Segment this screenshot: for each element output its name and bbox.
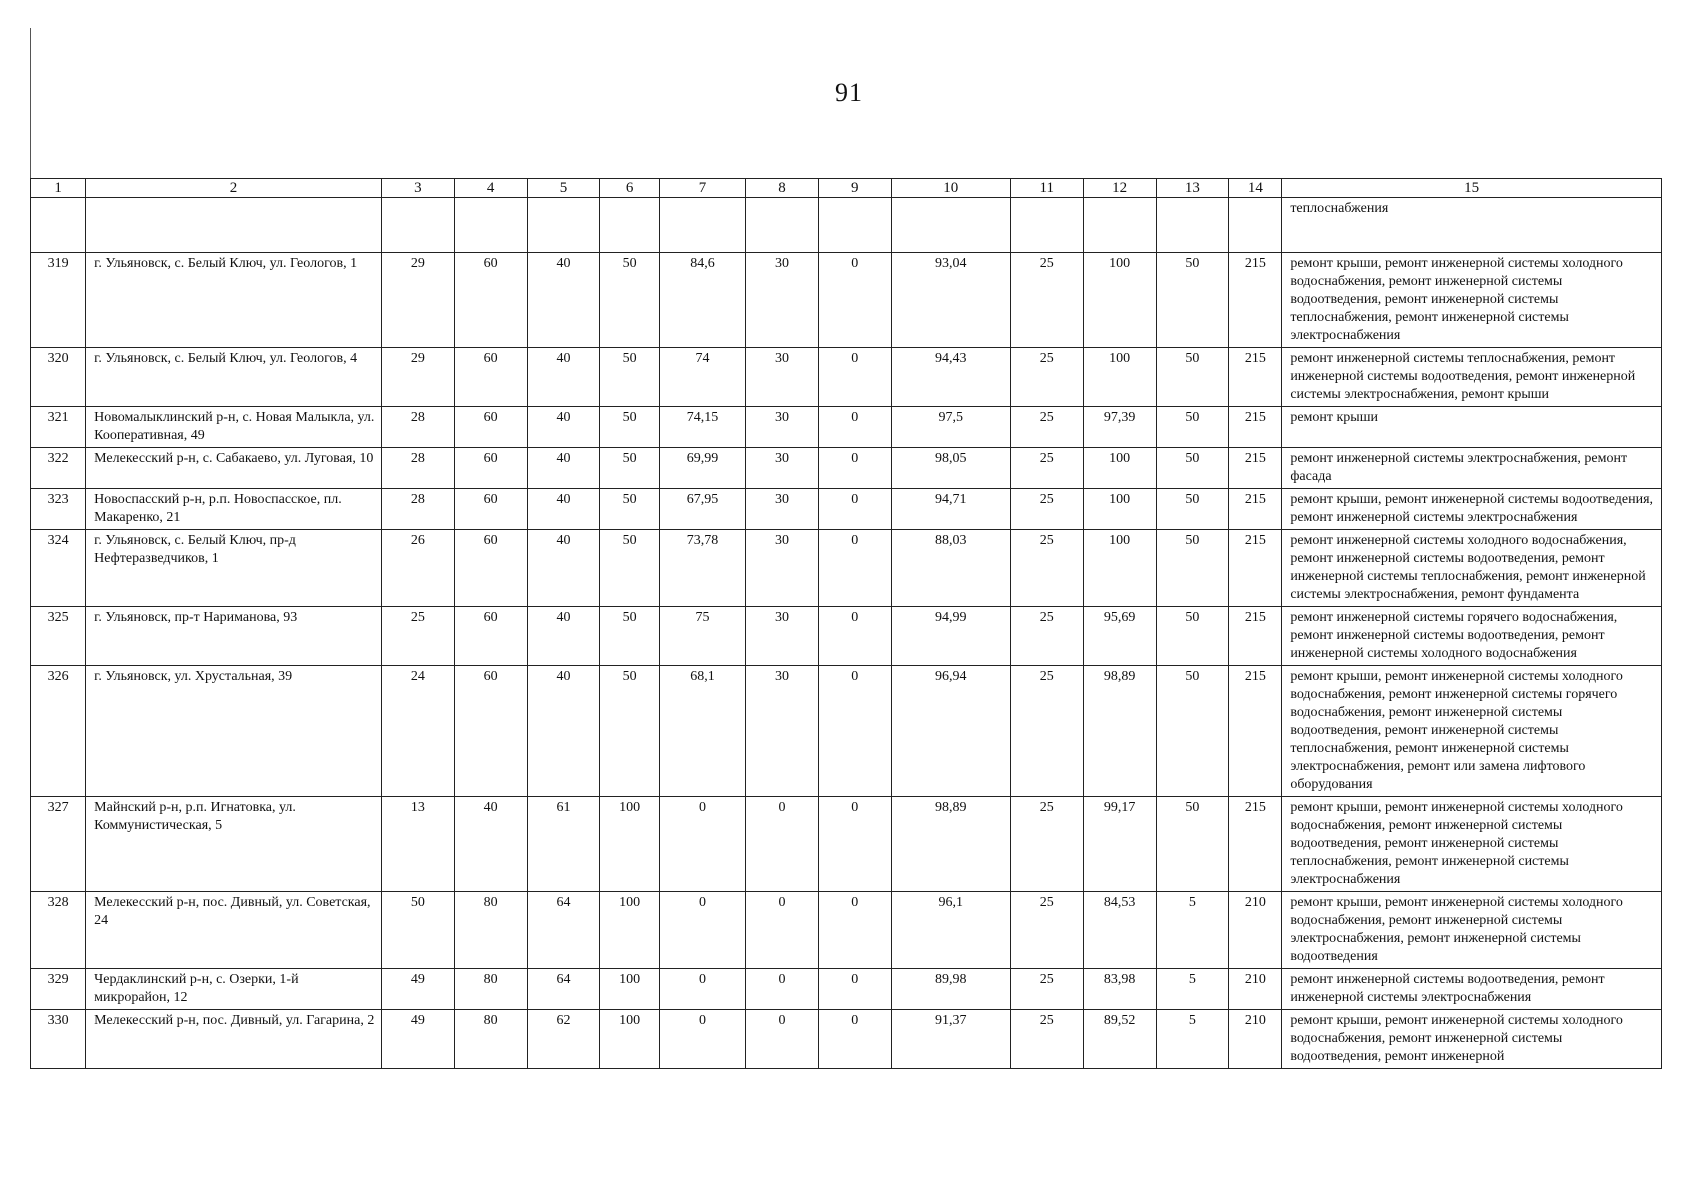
column-header: 6 — [600, 179, 660, 198]
row-number: 320 — [31, 348, 86, 407]
col8-cell: 30 — [746, 253, 819, 348]
col12-cell: 95,69 — [1083, 607, 1156, 666]
table-row — [31, 607, 1662, 666]
col10-cell: 94,99 — [891, 607, 1010, 666]
col10-cell: 94,43 — [891, 348, 1010, 407]
col14-cell: 215 — [1229, 797, 1282, 892]
row-number: 319 — [31, 253, 86, 348]
row-number: 325 — [31, 607, 86, 666]
col10-cell: 88,03 — [891, 530, 1010, 607]
col13-cell: 50 — [1156, 348, 1229, 407]
address-cell: Майнский р-н, р.п. Игнатовка, ул. Коммунистическая, 5 — [86, 797, 382, 892]
table-row — [31, 448, 1662, 489]
column-header: 7 — [659, 179, 745, 198]
col5-cell: 64 — [527, 969, 600, 1010]
column-header: 8 — [746, 179, 819, 198]
col11-cell: 25 — [1010, 348, 1083, 407]
col8-cell: 30 — [746, 448, 819, 489]
col9-cell: 0 — [818, 253, 891, 348]
col5-cell: 40 — [527, 448, 600, 489]
col9-cell: 0 — [818, 666, 891, 797]
col10-cell: 96,94 — [891, 666, 1010, 797]
table-row — [31, 530, 1662, 607]
address-cell: г. Ульяновск, с. Белый Ключ, ул. Геологов, 4 — [86, 348, 382, 407]
col5-cell: 40 — [527, 489, 600, 530]
col7-cell: 0 — [659, 1010, 745, 1069]
col6-cell: 50 — [600, 348, 660, 407]
col5-cell: 40 — [527, 407, 600, 448]
col12-cell: 99,17 — [1083, 797, 1156, 892]
col7-cell: 68,1 — [659, 666, 745, 797]
col6-cell: 100 — [600, 1010, 660, 1069]
col8-cell: 0 — [746, 969, 819, 1010]
col12-cell: 84,53 — [1083, 892, 1156, 969]
row-number: 322 — [31, 448, 86, 489]
col7-cell: 0 — [659, 892, 745, 969]
column-header: 10 — [891, 179, 1010, 198]
col4-cell: 60 — [454, 407, 527, 448]
col7-cell: 74,15 — [659, 407, 745, 448]
col11-cell: 25 — [1010, 448, 1083, 489]
col6-cell: 50 — [600, 448, 660, 489]
address-cell: Мелекесский р-н, пос. Дивный, ул. Гагарина, 2 — [86, 1010, 382, 1069]
col10-cell: 98,89 — [891, 797, 1010, 892]
col6-cell: 100 — [600, 797, 660, 892]
col14-cell: 215 — [1229, 666, 1282, 797]
col8-cell: 0 — [746, 1010, 819, 1069]
table-row — [31, 407, 1662, 448]
col9-cell: 0 — [818, 348, 891, 407]
col5-cell: 40 — [527, 530, 600, 607]
col14-cell: 210 — [1229, 969, 1282, 1010]
col13-cell: 50 — [1156, 797, 1229, 892]
col13-cell: 5 — [1156, 1010, 1229, 1069]
works-cell: ремонт крыши, ремонт инженерной системы холодного водоснабжения, ремонт инженерной системы водоотведения, ремонт инженерной системы теплоснабжения, ремонт инженерной системы электроснабжения — [1282, 797, 1662, 892]
col6-cell: 50 — [600, 253, 660, 348]
col11-cell: 25 — [1010, 892, 1083, 969]
col4-cell: 60 — [454, 348, 527, 407]
continuation-row — [31, 198, 1662, 253]
col8-cell: 30 — [746, 530, 819, 607]
col6-cell: 50 — [600, 666, 660, 797]
col5-cell: 62 — [527, 1010, 600, 1069]
address-cell: г. Ульяновск, с. Белый Ключ, пр-д Нефтеразведчиков, 1 — [86, 530, 382, 607]
col14-cell: 215 — [1229, 489, 1282, 530]
row-number: 327 — [31, 797, 86, 892]
row-number: 326 — [31, 666, 86, 797]
address-cell: Мелекесский р-н, с. Сабакаево, ул. Луговая, 10 — [86, 448, 382, 489]
address-cell: Чердаклинский р-н, с. Озерки, 1-й микрорайон, 12 — [86, 969, 382, 1010]
row-number: 323 — [31, 489, 86, 530]
col5-cell: 61 — [527, 797, 600, 892]
col13-cell: 5 — [1156, 969, 1229, 1010]
col13-cell: 50 — [1156, 666, 1229, 797]
works-cell: ремонт крыши, ремонт инженерной системы холодного водоснабжения, ремонт инженерной системы водоотведения, ремонт инженерной — [1282, 1010, 1662, 1069]
table-row — [31, 489, 1662, 530]
col14-cell: 215 — [1229, 607, 1282, 666]
col8-cell: 30 — [746, 489, 819, 530]
row-number: 328 — [31, 892, 86, 969]
table-row — [31, 797, 1662, 892]
col13-cell: 50 — [1156, 530, 1229, 607]
col10-cell: 94,71 — [891, 489, 1010, 530]
col9-cell: 0 — [818, 1010, 891, 1069]
continuation-text: теплоснабжения — [1282, 198, 1662, 253]
col4-cell: 80 — [454, 892, 527, 969]
col3-cell: 29 — [381, 253, 454, 348]
address-cell: Мелекесский р-н, пос. Дивный, ул. Советская, 24 — [86, 892, 382, 969]
address-cell: Новомалыклинский р-н, с. Новая Малыкла, ул. Кооперативная, 49 — [86, 407, 382, 448]
col13-cell: 50 — [1156, 489, 1229, 530]
table-row — [31, 969, 1662, 1010]
col9-cell: 0 — [818, 448, 891, 489]
col4-cell: 60 — [454, 253, 527, 348]
col10-cell: 89,98 — [891, 969, 1010, 1010]
col3-cell: 50 — [381, 892, 454, 969]
col9-cell: 0 — [818, 489, 891, 530]
column-header: 13 — [1156, 179, 1229, 198]
header-row — [31, 179, 1662, 198]
col3-cell: 25 — [381, 607, 454, 666]
col11-cell: 25 — [1010, 666, 1083, 797]
column-header: 2 — [86, 179, 382, 198]
col3-cell: 28 — [381, 489, 454, 530]
col3-cell: 49 — [381, 969, 454, 1010]
col8-cell: 0 — [746, 797, 819, 892]
col6-cell: 50 — [600, 530, 660, 607]
row-number: 330 — [31, 1010, 86, 1069]
col3-cell: 28 — [381, 448, 454, 489]
repair-table — [30, 178, 1662, 1069]
works-cell: ремонт инженерной системы теплоснабжения, ремонт инженерной системы водоотведения, ремонт инженерной системы электроснабжения, ремонт крыши — [1282, 348, 1662, 407]
table-row — [31, 253, 1662, 348]
col7-cell: 74 — [659, 348, 745, 407]
address-cell: Новоспасский р-н, р.п. Новоспасское, пл. Макаренко, 21 — [86, 489, 382, 530]
col13-cell: 5 — [1156, 892, 1229, 969]
column-header: 12 — [1083, 179, 1156, 198]
column-header: 1 — [31, 179, 86, 198]
col7-cell: 84,6 — [659, 253, 745, 348]
col8-cell: 30 — [746, 348, 819, 407]
col8-cell: 0 — [746, 892, 819, 969]
col14-cell: 215 — [1229, 448, 1282, 489]
col9-cell: 0 — [818, 969, 891, 1010]
col13-cell: 50 — [1156, 253, 1229, 348]
col11-cell: 25 — [1010, 797, 1083, 892]
table-row — [31, 666, 1662, 797]
works-cell: ремонт инженерной системы водоотведения, ремонт инженерной системы электроснабжения — [1282, 969, 1662, 1010]
works-cell: ремонт инженерной системы горячего водоснабжения, ремонт инженерной системы водоотведения, ремонт инженерной системы холодного водоснабжения — [1282, 607, 1662, 666]
col5-cell: 40 — [527, 607, 600, 666]
col6-cell: 50 — [600, 407, 660, 448]
col5-cell: 40 — [527, 253, 600, 348]
row-number: 324 — [31, 530, 86, 607]
column-header: 4 — [454, 179, 527, 198]
col10-cell: 98,05 — [891, 448, 1010, 489]
col3-cell: 24 — [381, 666, 454, 797]
col10-cell: 96,1 — [891, 892, 1010, 969]
row-number: 321 — [31, 407, 86, 448]
col9-cell: 0 — [818, 530, 891, 607]
col7-cell: 0 — [659, 797, 745, 892]
col4-cell: 60 — [454, 666, 527, 797]
col11-cell: 25 — [1010, 407, 1083, 448]
col4-cell: 40 — [454, 797, 527, 892]
col4-cell: 80 — [454, 969, 527, 1010]
col3-cell: 28 — [381, 407, 454, 448]
col11-cell: 25 — [1010, 969, 1083, 1010]
works-cell: ремонт крыши, ремонт инженерной системы водоотведения, ремонт инженерной системы электроснабжения — [1282, 489, 1662, 530]
col11-cell: 25 — [1010, 489, 1083, 530]
col5-cell: 64 — [527, 892, 600, 969]
col13-cell: 50 — [1156, 448, 1229, 489]
col14-cell: 215 — [1229, 407, 1282, 448]
col12-cell: 83,98 — [1083, 969, 1156, 1010]
col4-cell: 60 — [454, 607, 527, 666]
col3-cell: 49 — [381, 1010, 454, 1069]
col4-cell: 80 — [454, 1010, 527, 1069]
col10-cell: 97,5 — [891, 407, 1010, 448]
address-cell: г. Ульяновск, ул. Хрустальная, 39 — [86, 666, 382, 797]
works-cell: ремонт инженерной системы электроснабжения, ремонт фасада — [1282, 448, 1662, 489]
col3-cell: 13 — [381, 797, 454, 892]
address-cell: г. Ульяновск, с. Белый Ключ, ул. Геологов, 1 — [86, 253, 382, 348]
col7-cell: 0 — [659, 969, 745, 1010]
row-number: 329 — [31, 969, 86, 1010]
col5-cell: 40 — [527, 666, 600, 797]
column-header: 5 — [527, 179, 600, 198]
col8-cell: 30 — [746, 407, 819, 448]
works-cell: ремонт крыши, ремонт инженерной системы холодного водоснабжения, ремонт инженерной системы водоотведения, ремонт инженерной системы теплоснабжения, ремонт инженерной системы электроснабжения — [1282, 253, 1662, 348]
works-cell: ремонт крыши — [1282, 407, 1662, 448]
table-row — [31, 892, 1662, 969]
repair-table-container — [30, 178, 1662, 1069]
address-cell: г. Ульяновск, пр-т Нариманова, 93 — [86, 607, 382, 666]
col12-cell: 100 — [1083, 530, 1156, 607]
column-header: 15 — [1282, 179, 1662, 198]
col12-cell: 98,89 — [1083, 666, 1156, 797]
col3-cell: 29 — [381, 348, 454, 407]
col9-cell: 0 — [818, 892, 891, 969]
col12-cell: 89,52 — [1083, 1010, 1156, 1069]
col7-cell: 73,78 — [659, 530, 745, 607]
col14-cell: 215 — [1229, 530, 1282, 607]
col12-cell: 100 — [1083, 448, 1156, 489]
col6-cell: 50 — [600, 489, 660, 530]
col5-cell: 40 — [527, 348, 600, 407]
page-number: 91 — [835, 78, 863, 107]
col4-cell: 60 — [454, 448, 527, 489]
col7-cell: 69,99 — [659, 448, 745, 489]
col12-cell: 100 — [1083, 253, 1156, 348]
table-row — [31, 1010, 1662, 1069]
col13-cell: 50 — [1156, 607, 1229, 666]
col11-cell: 25 — [1010, 530, 1083, 607]
col11-cell: 25 — [1010, 607, 1083, 666]
col6-cell: 100 — [600, 892, 660, 969]
col12-cell: 100 — [1083, 348, 1156, 407]
col11-cell: 25 — [1010, 253, 1083, 348]
column-header: 14 — [1229, 179, 1282, 198]
col14-cell: 215 — [1229, 348, 1282, 407]
col10-cell: 93,04 — [891, 253, 1010, 348]
works-cell: ремонт крыши, ремонт инженерной системы холодного водоснабжения, ремонт инженерной системы горячего водоснабжения, ремонт инженерной системы водоотведения, ремонт инженерной системы теплоснабжения, ремонт инженерной системы электроснабжения, ремонт или замена лифтового оборудования — [1282, 666, 1662, 797]
works-cell: ремонт инженерной системы холодного водоснабжения, ремонт инженерной системы водоотведения, ремонт инженерной системы теплоснабжения, ремонт инженерной системы электроснабжения, ремонт фундамента — [1282, 530, 1662, 607]
col7-cell: 67,95 — [659, 489, 745, 530]
col12-cell: 100 — [1083, 489, 1156, 530]
col14-cell: 215 — [1229, 253, 1282, 348]
col11-cell: 25 — [1010, 1010, 1083, 1069]
column-header: 11 — [1010, 179, 1083, 198]
col6-cell: 100 — [600, 969, 660, 1010]
col7-cell: 75 — [659, 607, 745, 666]
column-header: 9 — [818, 179, 891, 198]
col9-cell: 0 — [818, 607, 891, 666]
col8-cell: 30 — [746, 607, 819, 666]
col6-cell: 50 — [600, 607, 660, 666]
col9-cell: 0 — [818, 797, 891, 892]
col3-cell: 26 — [381, 530, 454, 607]
col14-cell: 210 — [1229, 1010, 1282, 1069]
col14-cell: 210 — [1229, 892, 1282, 969]
col9-cell: 0 — [818, 407, 891, 448]
column-header: 3 — [381, 179, 454, 198]
col12-cell: 97,39 — [1083, 407, 1156, 448]
col8-cell: 30 — [746, 666, 819, 797]
col13-cell: 50 — [1156, 407, 1229, 448]
works-cell: ремонт крыши, ремонт инженерной системы холодного водоснабжения, ремонт инженерной системы электроснабжения, ремонт инженерной системы водоотведения — [1282, 892, 1662, 969]
col4-cell: 60 — [454, 489, 527, 530]
col4-cell: 60 — [454, 530, 527, 607]
table-row — [31, 348, 1662, 407]
col10-cell: 91,37 — [891, 1010, 1010, 1069]
